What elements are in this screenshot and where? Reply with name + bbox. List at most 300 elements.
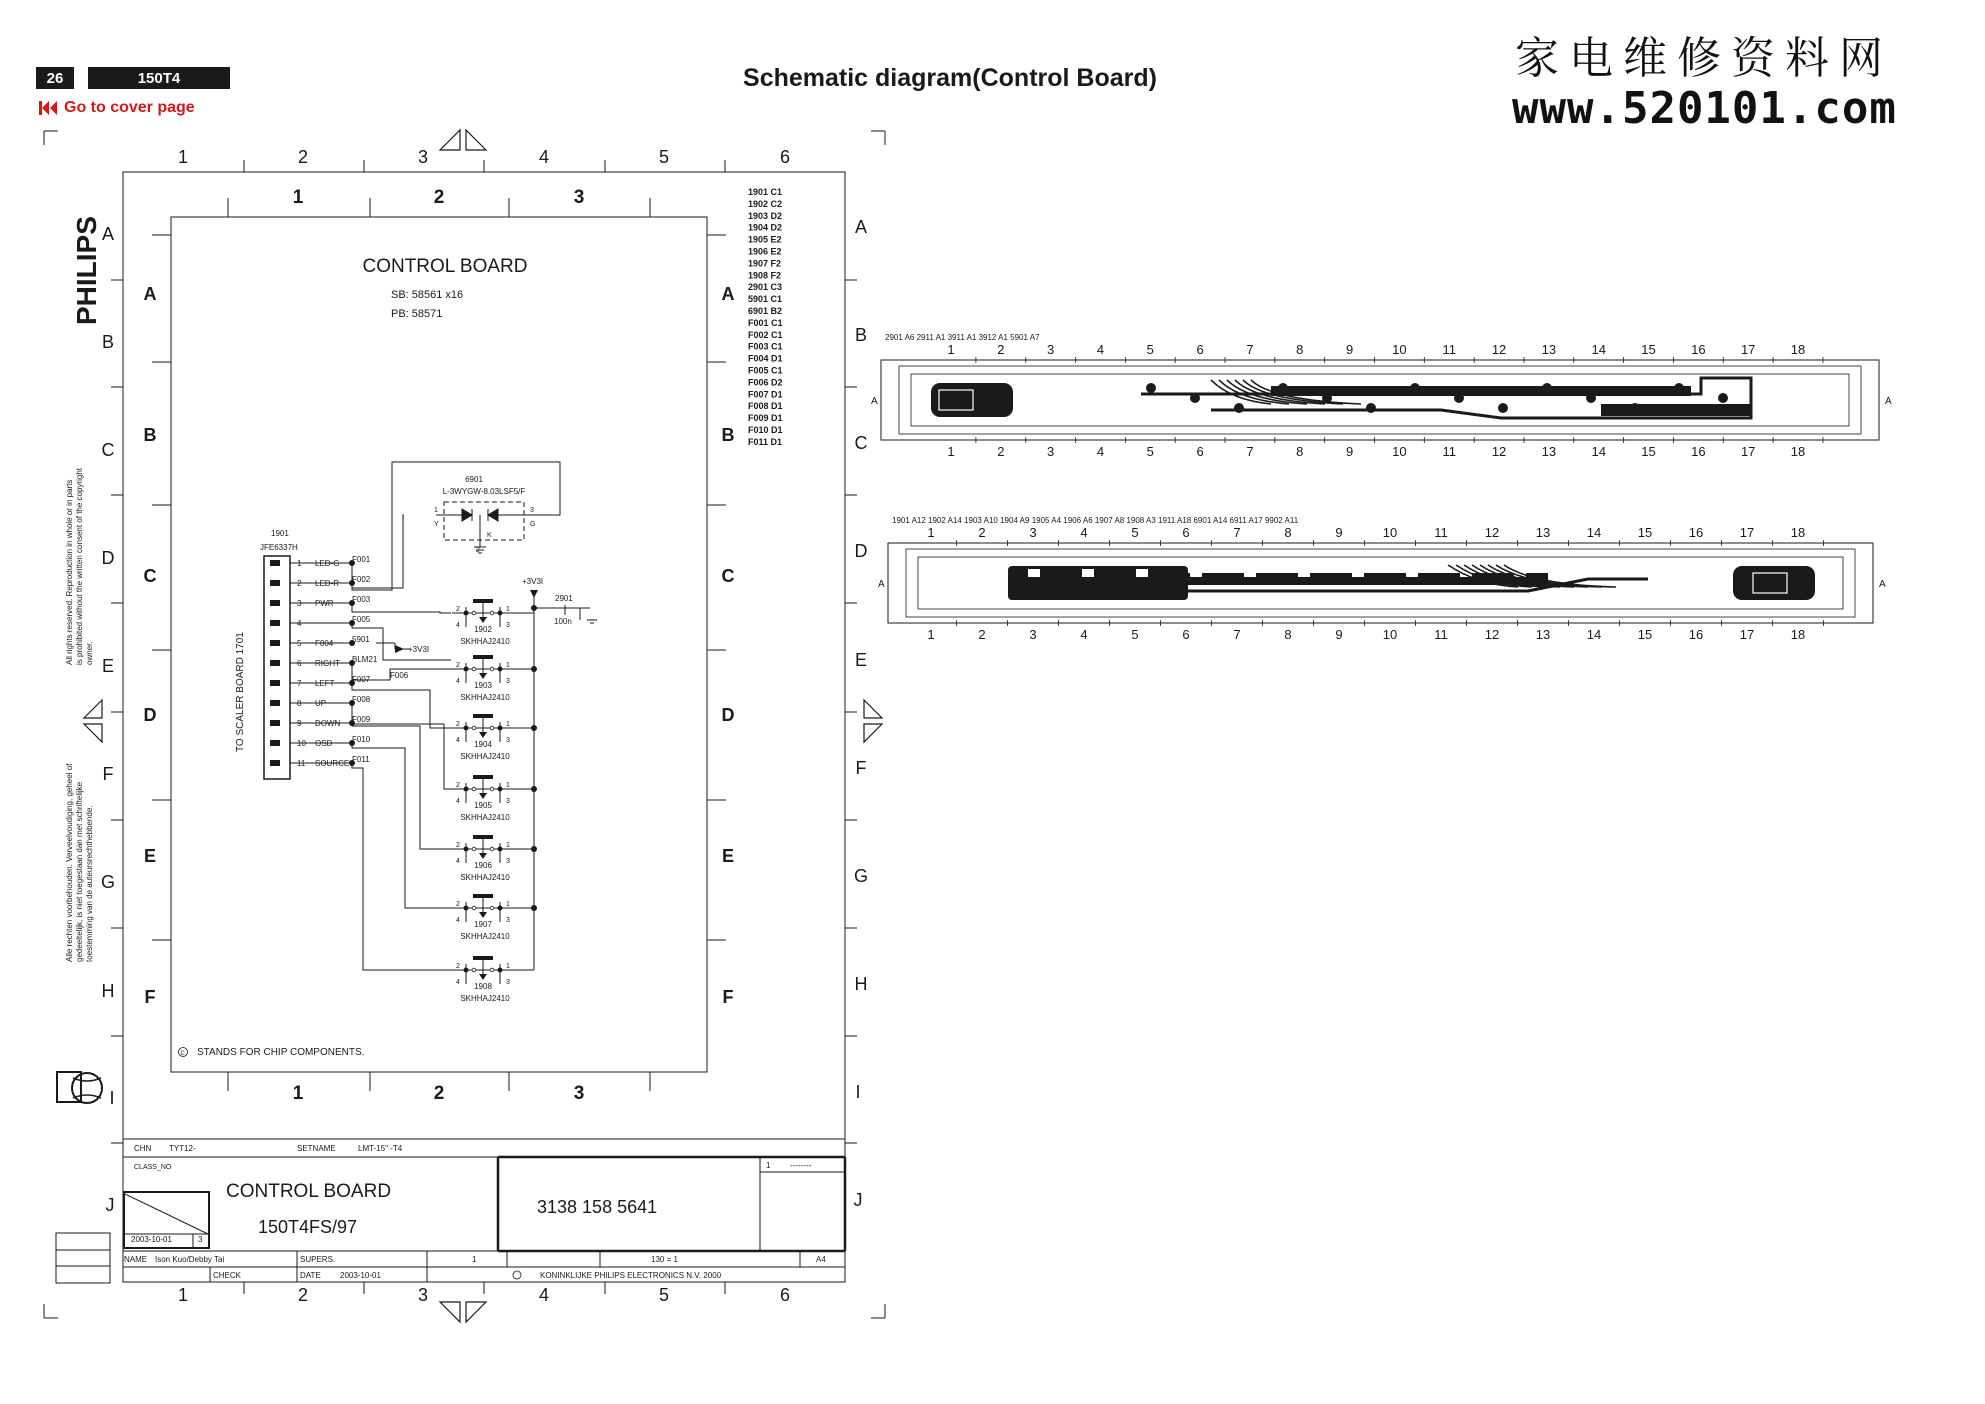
svg-text:D: D xyxy=(854,541,868,561)
pcb-col-label: 9 xyxy=(1345,342,1354,357)
pcb-col-label: 2 xyxy=(997,444,1005,459)
svg-text:CLASS_NO: CLASS_NO xyxy=(134,1164,172,1171)
pin-number: 7 xyxy=(297,679,302,688)
pin-number: 6 xyxy=(297,659,302,668)
parts-index-entry: 1905 E2 xyxy=(748,234,782,245)
parts-index-entry: 2901 C3 xyxy=(748,282,783,293)
pin-labels xyxy=(297,555,378,768)
pcb-top-view xyxy=(871,333,1892,459)
pcb-col-label: 17 xyxy=(1739,525,1755,540)
pcb-col-label: 8 xyxy=(1284,525,1292,540)
switch-ref: 1907 xyxy=(474,920,492,929)
svg-text:is prohibited without the writ: is prohibited without the written consent of the copyright xyxy=(75,468,84,665)
led-pin-k: K xyxy=(487,532,492,539)
svg-text:B: B xyxy=(101,332,115,352)
pcb-col-label: 11 xyxy=(1434,627,1448,642)
svg-text:A4: A4 xyxy=(816,1255,826,1264)
switch-pin: 4 xyxy=(456,917,460,924)
pcb-row-label: A xyxy=(878,579,885,590)
pin-name: DOWN xyxy=(315,719,341,728)
connector-side-label: TO SCALER BOARD 1701 xyxy=(235,632,246,752)
switch-pin: 2 xyxy=(456,901,460,908)
pcb-col-label: 16 xyxy=(1691,444,1706,459)
svg-text:SETNAME: SETNAME xyxy=(297,1144,336,1153)
pin-name: LEFT xyxy=(315,679,335,688)
chip-symbol-letter: C xyxy=(180,1051,185,1057)
pin-name: LED-R xyxy=(315,579,340,588)
switch-pin: 1 xyxy=(506,606,510,613)
pcb-col-label: 8 xyxy=(1296,444,1304,459)
parts-index-entry: 1908 F2 xyxy=(748,270,782,281)
svg-text:KONINKLIJKE PHILIPS ELECTRONIC: KONINKLIJKE PHILIPS ELECTRONICS N.V. 2000 xyxy=(540,1271,722,1280)
pcb-col-label: 1 xyxy=(927,525,935,540)
pcb-col-label: 12 xyxy=(1491,342,1507,357)
led-pin-g: G xyxy=(530,521,536,528)
pin-fuse: F003 xyxy=(352,595,371,604)
pcb-col-label: 4 xyxy=(1096,342,1105,357)
f006-label: F006 xyxy=(390,671,409,680)
svg-text:C: C xyxy=(143,566,157,586)
parts-index-entry: F009 D1 xyxy=(748,413,783,424)
switch-1906 xyxy=(452,835,534,882)
svg-text:J: J xyxy=(853,1190,863,1210)
pin-name: LED-G xyxy=(315,559,340,568)
pcb-col-label: 17 xyxy=(1739,627,1755,642)
svg-text:SUPERS.: SUPERS. xyxy=(300,1255,336,1264)
parts-index-entry: F008 D1 xyxy=(748,401,783,412)
parts-index xyxy=(748,187,783,447)
svg-text:owner.: owner. xyxy=(85,641,94,665)
pcb-col-label: 7 xyxy=(1233,627,1241,642)
pcb-col-label: 15 xyxy=(1637,627,1653,642)
svg-text:3: 3 xyxy=(198,1235,203,1244)
pcb-col-label: 9 xyxy=(1335,525,1343,540)
svg-text:2003-10-01: 2003-10-01 xyxy=(340,1271,381,1280)
switch-pin: 1 xyxy=(506,662,510,669)
pcb-col-label: 9 xyxy=(1345,444,1354,459)
svg-text:A: A xyxy=(721,284,735,304)
svg-text:1: 1 xyxy=(177,1285,189,1305)
svg-text:5: 5 xyxy=(658,147,670,167)
led-ref: 6901 xyxy=(465,475,483,484)
parts-index-entry: 1901 C1 xyxy=(748,187,783,197)
svg-text:6: 6 xyxy=(779,1285,791,1305)
parts-index-entry: 5901 C1 xyxy=(748,294,783,305)
pcb-col-label: 7 xyxy=(1246,444,1254,459)
pin-fuse: F001 xyxy=(352,555,371,564)
switches xyxy=(452,599,534,1003)
cap-value: 100n xyxy=(554,617,572,626)
pb-number: PB: 58571 xyxy=(391,308,443,320)
sb-number: SB: 58561 x16 xyxy=(391,289,464,301)
svg-text:J: J xyxy=(105,1195,115,1215)
svg-text:1: 1 xyxy=(292,1083,304,1104)
pcb-col-label: 10 xyxy=(1392,342,1407,357)
pin-number: 1 xyxy=(297,559,302,568)
parts-index-entry: F004 D1 xyxy=(748,353,783,364)
pin-number: 9 xyxy=(297,719,302,728)
pcb-col-label: 15 xyxy=(1641,342,1656,357)
pcb-connector-pad xyxy=(1733,566,1815,600)
svg-text:H: H xyxy=(854,974,868,994)
switch-part: SKHHAJ2410 xyxy=(460,994,510,1003)
svg-text:TYT12-: TYT12- xyxy=(169,1144,196,1153)
parts-index-entry: F001 C1 xyxy=(748,317,783,328)
switch-pin: 3 xyxy=(506,622,510,629)
parts-index-entry: F006 D2 xyxy=(748,377,783,388)
svg-text:C: C xyxy=(854,433,868,453)
connector-part: JFE6337H xyxy=(260,543,298,552)
svg-text:2: 2 xyxy=(297,147,309,167)
switch-pin: 2 xyxy=(456,662,460,669)
pin-number: 5 xyxy=(297,639,302,648)
pcb-col-label: 4 xyxy=(1096,444,1105,459)
svg-text:1: 1 xyxy=(766,1161,771,1170)
pcb-col-label: 2 xyxy=(978,525,986,540)
svg-text:C: C xyxy=(101,440,115,460)
supply-label: +3V3I xyxy=(522,577,544,586)
svg-text:C: C xyxy=(721,566,735,586)
svg-text:CHN: CHN xyxy=(134,1144,152,1153)
svg-text:All rights reserved. Reproduct: All rights reserved. Reproduction in whole or in parts xyxy=(65,479,74,665)
inner-row-labels xyxy=(144,284,735,1007)
switch-pin: 4 xyxy=(456,678,460,685)
pcb-ref-list: 2901 A6 2911 A1 3911 A1 3912 A1 5901 A7 xyxy=(885,333,1040,342)
svg-text:B: B xyxy=(854,325,868,345)
cover-link-label: Go to cover page xyxy=(64,99,195,116)
switch-ref: 1904 xyxy=(474,740,492,749)
pcb-col-label: 7 xyxy=(1233,525,1241,540)
parts-index-entry: 1904 D2 xyxy=(748,222,783,233)
svg-text:4: 4 xyxy=(538,147,550,167)
switch-pin: 2 xyxy=(456,782,460,789)
switch-pin: 4 xyxy=(456,737,460,744)
pcb-col-label: 11 xyxy=(1442,444,1456,459)
svg-text:E: E xyxy=(721,846,735,866)
pcb-col-label: 4 xyxy=(1080,525,1088,540)
page-number: 26 xyxy=(36,67,74,89)
switch-pin: 4 xyxy=(456,622,460,629)
pcb-col-label: 17 xyxy=(1740,342,1756,357)
svg-text:F: F xyxy=(722,987,734,1007)
switch-pin: 4 xyxy=(456,798,460,805)
pcb-col-label: 6 xyxy=(1182,627,1190,642)
pcb-col-label: 5 xyxy=(1146,444,1154,459)
pcb-col-label: 5 xyxy=(1131,627,1139,642)
svg-text:4: 4 xyxy=(538,1285,550,1305)
parts-index-entry: 1906 E2 xyxy=(748,246,782,257)
pin-fuse: 5901 xyxy=(352,635,370,644)
pcb-col-label: 11 xyxy=(1434,525,1448,540)
pin-name: RIGHT xyxy=(315,659,340,668)
svg-text:Ison Kuo/Debby Tai: Ison Kuo/Debby Tai xyxy=(155,1255,225,1264)
switch-pin: 3 xyxy=(506,858,510,865)
cap-ref: 2901 xyxy=(555,594,573,603)
switch-part: SKHHAJ2410 xyxy=(460,752,510,761)
switch-part: SKHHAJ2410 xyxy=(460,693,510,702)
pin-number: 11 xyxy=(297,759,306,768)
led-pin-y: Y xyxy=(434,521,439,528)
pcb-row-label: A xyxy=(1879,579,1886,590)
title-block-code: 3138 158 5641 xyxy=(537,1197,658,1217)
switch-pin: 1 xyxy=(506,721,510,728)
pcb-col-label: 2 xyxy=(978,627,986,642)
title-block xyxy=(124,1144,826,1280)
svg-text:3: 3 xyxy=(417,1285,429,1305)
switch-pin: 4 xyxy=(456,858,460,865)
parts-index-entry: 1907 F2 xyxy=(748,258,782,269)
switch-pin: 1 xyxy=(506,842,510,849)
svg-text:5: 5 xyxy=(658,1285,670,1305)
model-badge: 150T4 xyxy=(88,67,230,89)
switch-ref: 1903 xyxy=(474,681,492,690)
schematic-title: CONTROL BOARD xyxy=(362,256,528,277)
pcb-col-label: 1 xyxy=(927,627,935,642)
svg-text:3: 3 xyxy=(573,1083,585,1104)
pcb-col-label: 17 xyxy=(1740,444,1756,459)
pcb-col-label: 16 xyxy=(1688,627,1704,642)
copyright-icon xyxy=(513,1271,521,1279)
pcb-col-label: 14 xyxy=(1586,627,1602,642)
title-block-model: 150T4FS/97 xyxy=(258,1217,358,1237)
pcb-col-label: 3 xyxy=(1047,342,1055,357)
svg-text:6: 6 xyxy=(779,147,791,167)
switch-pin: 3 xyxy=(506,737,510,744)
footnote: STANDS FOR CHIP COMPONENTS. xyxy=(197,1047,365,1058)
pin-fuse: F005 xyxy=(352,615,371,624)
switch-1905 xyxy=(452,775,534,822)
led-part: L-3WYGW-8.03LSF5/F xyxy=(442,487,526,496)
pcb-col-label: 3 xyxy=(1029,525,1037,540)
pcb-col-label: 14 xyxy=(1586,525,1602,540)
svg-text:I: I xyxy=(109,1088,115,1108)
svg-text:Alle rechten voorbehouden. Ver: Alle rechten voorbehouden. Verveelvoudiging, geheel of xyxy=(65,763,74,962)
pcb-col-label: 10 xyxy=(1382,525,1398,540)
brand-philips: PHILIPS xyxy=(71,216,102,325)
svg-text:1: 1 xyxy=(472,1255,477,1264)
pcb-col-label: 6 xyxy=(1182,525,1190,540)
pin-fuse: F010 xyxy=(352,735,371,744)
pcb-col-label: 5 xyxy=(1146,342,1154,357)
pcb-col-label: 13 xyxy=(1541,444,1557,459)
connector-ref: 1901 xyxy=(271,529,289,538)
pcb-col-label: 12 xyxy=(1491,444,1507,459)
pcb-ref-list: 1901 A12 1902 A14 1903 A10 1904 A9 1905 A4 1906 A6 1907 A8 1908 A3 1911 A18 6901 A14 6911 A17 9902 A11 xyxy=(892,516,1299,525)
svg-text:1: 1 xyxy=(292,187,304,208)
pcb-col-label: 18 xyxy=(1790,444,1806,459)
parts-index-entry: F002 C1 xyxy=(748,329,783,340)
pcb-col-label: 2 xyxy=(997,342,1005,357)
pcb-col-label: 12 xyxy=(1484,525,1500,540)
pcb-col-label: 13 xyxy=(1535,627,1551,642)
pcb-col-label: 13 xyxy=(1541,342,1557,357)
pcb-col-label: 1 xyxy=(947,444,955,459)
svg-text:B: B xyxy=(721,425,735,445)
pin-number: 2 xyxy=(297,579,302,588)
watermark-url: www.520101.com xyxy=(1512,83,1897,134)
pcb-col-label: 16 xyxy=(1691,342,1706,357)
svg-text:G: G xyxy=(853,866,869,886)
switch-part: SKHHAJ2410 xyxy=(460,637,510,646)
switch-pin: 2 xyxy=(456,842,460,849)
switch-pin: 3 xyxy=(506,979,510,986)
switch-1902 xyxy=(452,599,534,646)
pcb-col-label: 10 xyxy=(1392,444,1407,459)
pcb-col-label: 3 xyxy=(1047,444,1055,459)
pcb-col-label: 4 xyxy=(1080,627,1088,642)
copyright-nl xyxy=(65,763,94,962)
pcb-col-label: 18 xyxy=(1790,525,1806,540)
pin-number: 3 xyxy=(297,599,302,608)
led-pin-1: 1 xyxy=(434,507,438,514)
pcb-col-label: 14 xyxy=(1591,342,1606,357)
pin-number: 8 xyxy=(297,699,302,708)
pcb-col-label: 16 xyxy=(1688,525,1704,540)
pcb-col-label: 6 xyxy=(1196,444,1204,459)
switch-pin: 3 xyxy=(506,678,510,685)
watermark-chinese: 家电维修资料网 xyxy=(1515,33,1893,84)
pcb-col-label: 9 xyxy=(1335,627,1343,642)
pcb-col-label: 13 xyxy=(1535,525,1551,540)
pcb-row-label: A xyxy=(871,396,878,407)
switch-1904 xyxy=(452,714,534,761)
svg-text:A: A xyxy=(101,224,115,244)
svg-text:F: F xyxy=(102,764,114,784)
svg-text:G: G xyxy=(100,872,116,892)
svg-text:H: H xyxy=(101,981,115,1001)
parts-index-entry: 1902 C2 xyxy=(748,198,783,209)
copyright-en xyxy=(65,467,94,665)
svg-text:NAME: NAME xyxy=(124,1255,148,1264)
svg-text:2: 2 xyxy=(297,1285,309,1305)
svg-text:D: D xyxy=(101,548,115,568)
svg-text:DATE: DATE xyxy=(300,1271,321,1280)
supply-label-5901: +3V3I xyxy=(408,645,430,654)
pcb-col-label: 8 xyxy=(1284,627,1292,642)
pin-fuse: F009 xyxy=(352,715,371,724)
switch-part: SKHHAJ2410 xyxy=(460,932,510,941)
svg-text:3: 3 xyxy=(573,187,585,208)
pin-number: 10 xyxy=(297,739,306,748)
page-title: Schematic diagram(Control Board) xyxy=(743,64,1157,92)
outer-col-labels xyxy=(178,147,790,1305)
parts-index-entry: F011 D1 xyxy=(748,436,783,447)
switch-pin: 1 xyxy=(506,901,510,908)
pcb-col-label: 1 xyxy=(947,342,955,357)
led-pin-3: 3 xyxy=(530,507,534,514)
svg-text:1: 1 xyxy=(177,147,189,167)
svg-text:2003-10-01: 2003-10-01 xyxy=(131,1235,172,1244)
pcb-col-label: 10 xyxy=(1382,627,1398,642)
pcb-col-label: 5 xyxy=(1131,525,1139,540)
parts-index-entry: F007 D1 xyxy=(748,389,783,400)
switch-1908 xyxy=(452,956,534,1003)
pcb-col-label: 3 xyxy=(1029,627,1037,642)
pcb-col-label: 7 xyxy=(1246,342,1254,357)
switch-pin: 2 xyxy=(456,963,460,970)
pin-name: F004 xyxy=(315,639,334,648)
svg-text:A: A xyxy=(854,217,868,237)
pcb-col-label: 14 xyxy=(1591,444,1606,459)
pcb-connector-pad xyxy=(931,383,1013,417)
switch-part: SKHHAJ2410 xyxy=(460,873,510,882)
switch-ref: 1905 xyxy=(474,801,492,810)
title-block-title: CONTROL BOARD xyxy=(226,1181,392,1202)
svg-text:E: E xyxy=(854,650,868,670)
svg-text:2: 2 xyxy=(433,187,445,208)
switch-pin: 1 xyxy=(506,782,510,789)
svg-text:B: B xyxy=(143,425,157,445)
svg-text:A: A xyxy=(143,284,157,304)
svg-text:F: F xyxy=(855,758,867,778)
switch-ref: 1906 xyxy=(474,861,492,870)
parts-index-entry: 6901 B2 xyxy=(748,306,783,316)
pcb-col-label: 8 xyxy=(1296,342,1304,357)
svg-text:D: D xyxy=(143,705,157,725)
switch-ref: 1908 xyxy=(474,982,492,991)
svg-text:CHECK: CHECK xyxy=(213,1271,242,1280)
svg-text:I: I xyxy=(855,1082,861,1102)
pin-fuse: F011 xyxy=(352,755,370,764)
pcb-col-label: 6 xyxy=(1196,342,1204,357)
pin-name: PWR xyxy=(315,599,334,608)
pcb-col-label: 15 xyxy=(1637,525,1653,540)
parts-index-entry: F005 C1 xyxy=(748,365,783,376)
svg-text:E: E xyxy=(143,846,157,866)
pcb-col-label: 15 xyxy=(1641,444,1656,459)
pcb-bottom-view xyxy=(878,516,1886,642)
switch-pin: 2 xyxy=(456,721,460,728)
svg-text:LMT-15" -T4: LMT-15" -T4 xyxy=(358,1144,403,1153)
svg-text:gedeeltelijk, is niet toegesta: gedeeltelijk, is niet toegestaan dan met schriftelijke xyxy=(75,781,84,962)
pin-fuse: F002 xyxy=(352,575,371,584)
parts-index-entry: F010 D1 xyxy=(748,425,783,435)
parts-index-entry: 1903 D2 xyxy=(748,210,783,221)
svg-text:--------: -------- xyxy=(790,1161,812,1170)
pin-name: SOURCE xyxy=(315,759,350,768)
switch-ref: 1902 xyxy=(474,625,492,634)
svg-text:toestemming van de auteursrech: toestemming van de auteursrechthebbende. xyxy=(85,805,94,962)
pin-name: OSD xyxy=(315,739,333,748)
pin-name: UP xyxy=(315,699,327,708)
switch-1907 xyxy=(452,894,534,941)
switch-part: SKHHAJ2410 xyxy=(460,813,510,822)
switch-1903 xyxy=(452,655,534,702)
parts-index-entry: F003 C1 xyxy=(748,341,783,352)
switch-pin: 3 xyxy=(506,798,510,805)
svg-text:2: 2 xyxy=(433,1083,445,1104)
svg-text:3: 3 xyxy=(417,147,429,167)
svg-text:E: E xyxy=(101,656,115,676)
led-pin-2: 2 xyxy=(476,547,480,554)
switch-pin: 2 xyxy=(456,606,460,613)
svg-text:130 = 1: 130 = 1 xyxy=(651,1255,678,1264)
pin-number: 4 xyxy=(297,619,302,628)
pcb-col-label: 18 xyxy=(1790,342,1806,357)
switch-pin: 3 xyxy=(506,917,510,924)
pin-fuse: BLM21 xyxy=(352,655,378,664)
pcb-col-label: 18 xyxy=(1790,627,1806,642)
pin-fuse: F008 xyxy=(352,695,371,704)
switch-pin: 4 xyxy=(456,979,460,986)
pcb-row-label: A xyxy=(1885,396,1892,407)
switch-pin: 1 xyxy=(506,963,510,970)
pcb-col-label: 12 xyxy=(1484,627,1500,642)
inner-col-labels xyxy=(293,187,585,1104)
pcb-col-label: 11 xyxy=(1442,342,1456,357)
svg-text:F: F xyxy=(144,987,156,1007)
svg-text:D: D xyxy=(721,705,735,725)
